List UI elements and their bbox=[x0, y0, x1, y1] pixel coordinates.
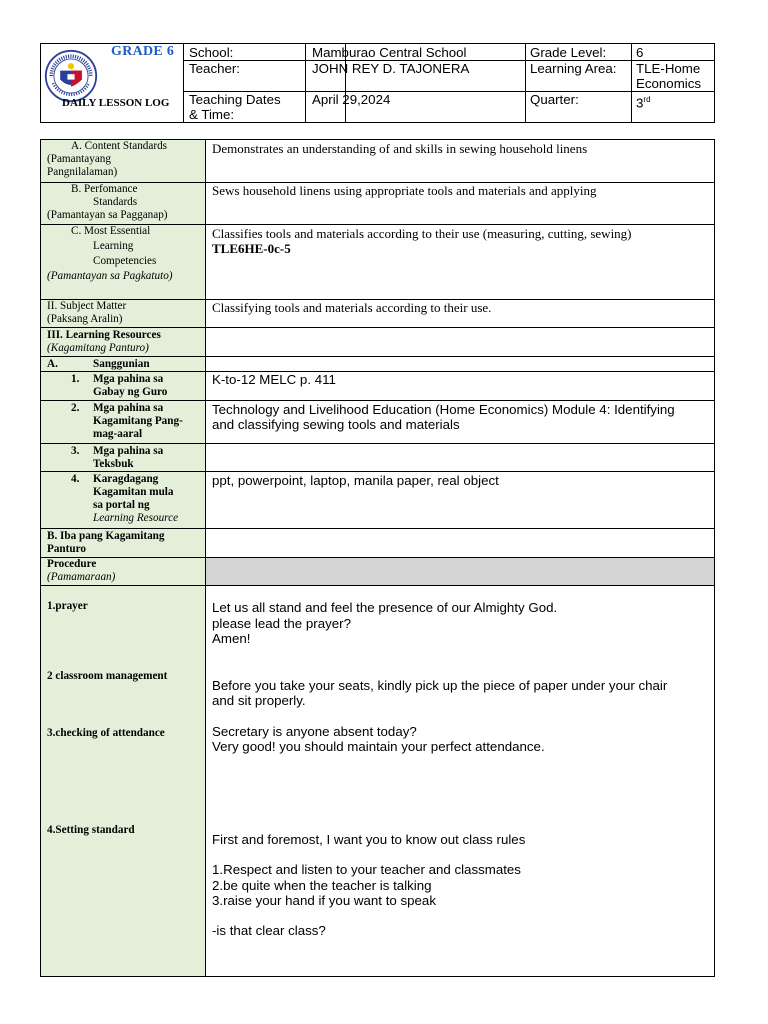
kagamitang-number: 2. bbox=[71, 402, 80, 414]
subject-matter-label: (Paksang Aralin) bbox=[47, 313, 123, 325]
teksbuk-label: Mga pahina sa bbox=[93, 445, 164, 457]
teksbuk-number: 3. bbox=[71, 445, 80, 457]
learning-area-label: Learning Area: bbox=[530, 61, 617, 76]
school-label: School: bbox=[189, 45, 234, 60]
subject-matter-label: II. Subject Matter bbox=[47, 300, 127, 312]
setting-standard-text: First and foremost, I want you to know out class rules bbox=[212, 832, 526, 847]
melc-label: Learning bbox=[93, 240, 134, 252]
performance-standards-label: Standards bbox=[93, 196, 138, 208]
row-divider bbox=[41, 443, 714, 444]
content-standards-text: Demonstrates an understanding of and skills in sewing household linens bbox=[212, 141, 588, 156]
performance-standards-label: (Pamantayan sa Pagganap) bbox=[47, 209, 168, 221]
learning-resources-italic: (Kagamitang Panturo) bbox=[47, 342, 149, 354]
setting-standard-label: 4.Setting standard bbox=[47, 824, 135, 836]
gabay-label: Gabay ng Guro bbox=[93, 386, 168, 398]
prayer-text: please lead the prayer? bbox=[212, 616, 351, 631]
row-divider bbox=[41, 327, 714, 328]
teaching-dates-label bbox=[184, 91, 286, 123]
setting-standard-closing: -is that clear class? bbox=[212, 923, 326, 938]
sanggunian-number: A. bbox=[47, 358, 58, 370]
teacher-value: JOHN REY D. TAJONERA bbox=[312, 61, 470, 76]
teksbuk-label: Teksbuk bbox=[93, 458, 134, 470]
procedure-label: Procedure bbox=[47, 558, 97, 570]
gabay-number: 1. bbox=[71, 373, 80, 385]
karagdagang-italic: Learning Resource bbox=[93, 512, 179, 524]
melc-label: Competencies bbox=[93, 255, 157, 267]
teaching-dates-label-line: & Time: bbox=[189, 107, 235, 122]
quarter-number: 3 bbox=[636, 95, 644, 111]
school-value: Mamburao Central School bbox=[312, 45, 467, 60]
kagamitang-text: and classifying sewing tools and materials bbox=[212, 417, 460, 432]
classroom-management-label: 2 classroom management bbox=[47, 670, 168, 682]
prayer-label: 1.prayer bbox=[47, 600, 88, 612]
learning-resources-label bbox=[47, 342, 149, 355]
karagdagang-label bbox=[93, 512, 178, 525]
procedure-italic: (Pamamaraan) bbox=[47, 571, 116, 583]
iba-pang-label: B. Iba pang Kagamitang bbox=[47, 530, 165, 542]
content-standards-label: Pangnilalaman) bbox=[47, 166, 118, 178]
class-rule: 1.Respect and listen to your teacher and classmates bbox=[212, 862, 521, 877]
kagamitang-label: Kagamitang Pang- bbox=[93, 415, 183, 427]
quarter-suffix: rd bbox=[643, 95, 651, 104]
learning-resources-label: III. Learning Resources bbox=[47, 329, 161, 341]
gabay-text: K-to-12 MELC p. 411 bbox=[212, 372, 336, 387]
kagamitang-label: mag-aaral bbox=[93, 428, 143, 440]
karagdagang-label: sa portal ng bbox=[93, 499, 150, 511]
logo-cell bbox=[41, 44, 184, 122]
sanggunian-label: Sanggunian bbox=[93, 358, 150, 370]
kagamitang-label: Mga pahina sa bbox=[93, 402, 164, 414]
procedure-label bbox=[47, 571, 115, 584]
procedure-cell bbox=[206, 557, 714, 585]
performance-standards-text: Sews household linens using appropriate tools and materials and applying bbox=[212, 183, 597, 198]
lesson-table bbox=[40, 139, 715, 977]
teacher-label: Teacher: bbox=[189, 61, 240, 76]
teaching-dates-label-line: Teaching Dates bbox=[189, 92, 281, 107]
karagdagang-number: 4. bbox=[71, 473, 80, 485]
content-standards-label: (Pamantayang bbox=[47, 153, 111, 165]
karagdagang-label: Kagamitan mula bbox=[93, 486, 174, 498]
row-divider bbox=[41, 371, 714, 372]
melc-label bbox=[47, 270, 173, 283]
content-standards-label: A. Content Standards bbox=[71, 140, 168, 152]
kagamitang-text: Technology and Livelihood Education (Home Economics) Module 4: Identifying bbox=[212, 402, 675, 417]
gabay-label: Mga pahina sa bbox=[93, 373, 164, 385]
teaching-dates-value: April 29,2024 bbox=[312, 92, 391, 107]
grade-level-label: Grade Level: bbox=[530, 45, 607, 60]
learning-area-value-line: Economics bbox=[636, 76, 702, 91]
row-divider bbox=[41, 585, 714, 586]
row-divider bbox=[41, 400, 714, 401]
melc-code: TLE6HE-0c-5 bbox=[212, 241, 291, 256]
learning-area-value-line: TLE-Home bbox=[636, 61, 701, 76]
row-divider bbox=[41, 356, 714, 357]
row-divider bbox=[41, 528, 714, 529]
melc-text: Classifies tools and materials according to their use (measuring, cutting, sewing) bbox=[212, 226, 632, 241]
deped-seal-icon bbox=[44, 49, 98, 103]
classroom-management-text: Before you take your seats, kindly pick up the piece of paper under your chair bbox=[212, 678, 668, 693]
subject-matter-text: Classifying tools and materials according to their use. bbox=[212, 300, 492, 315]
row-divider bbox=[41, 471, 714, 472]
header-divider bbox=[305, 43, 306, 123]
karagdagang-text: ppt, powerpoint, laptop, manila paper, real object bbox=[212, 473, 499, 488]
class-rule: 3.raise your hand if you want to speak bbox=[212, 893, 436, 908]
column-divider bbox=[205, 140, 206, 976]
class-rule: 2.be quite when the teacher is talking bbox=[212, 878, 432, 893]
attendance-text: Secretary is anyone absent today? bbox=[212, 724, 417, 739]
grade-level-value: 6 bbox=[636, 45, 644, 60]
row-divider bbox=[41, 557, 714, 558]
grade-title: GRADE 6 bbox=[111, 44, 175, 59]
header-table bbox=[40, 43, 715, 123]
iba-pang-label: Panturo bbox=[47, 543, 86, 555]
performance-standards-label: B. Perfomance bbox=[71, 183, 138, 195]
attendance-text: Very good! you should maintain your perfect attendance. bbox=[212, 739, 545, 754]
prayer-text: Let us all stand and feel the presence of our Almighty God. bbox=[212, 600, 558, 615]
learning-area-value bbox=[631, 60, 706, 92]
document-title: DAILY LESSON LOG bbox=[62, 97, 170, 109]
melc-label: C. Most Essential bbox=[71, 225, 151, 237]
quarter-label: Quarter: bbox=[530, 92, 579, 107]
prayer-text: Amen! bbox=[212, 631, 251, 646]
attendance-label: 3.checking of attendance bbox=[47, 727, 165, 739]
quarter-value bbox=[631, 91, 656, 111]
karagdagang-label: Karagdagang bbox=[93, 473, 159, 485]
classroom-management-text: and sit properly. bbox=[212, 693, 306, 708]
melc-label-italic: (Pamantayan sa Pagkatuto) bbox=[47, 270, 173, 282]
